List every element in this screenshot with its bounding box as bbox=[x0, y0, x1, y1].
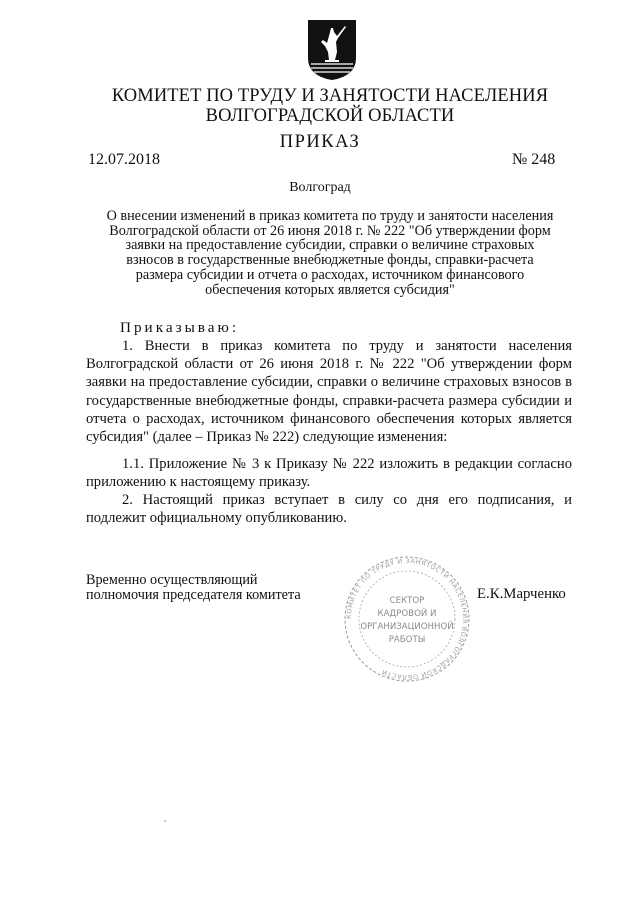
document-city: Волгоград bbox=[289, 180, 351, 195]
organization-region: ВОЛГОГРАДСКОЙ ОБЛАСТИ bbox=[205, 106, 455, 126]
subject-line: Волгоградской области от 26 июня 2018 г. № 222 "Об утверждении форм bbox=[109, 222, 551, 239]
subject-line: обеспечения которых является субсидия" bbox=[205, 281, 455, 298]
stamp-text-line: СЕКТОР bbox=[389, 596, 425, 606]
order-paragraph-2: 2. Настоящий приказ вступает в силу со дня его подписания, и подлежит официальному опубликованию. bbox=[86, 492, 572, 527]
subject-line: взносов в государственные внебюджетные фонды, справки-расчета bbox=[126, 252, 534, 269]
subject-line: заявки на предоставление субсидии, справки о величине страховых bbox=[125, 237, 535, 254]
signatory-position bbox=[86, 573, 301, 603]
order-paragraph-1: 1. Внести в приказ комитета по труду и занятости населения Волгоградской области от 26 июня 2018 г. № 222 "Об утверждении форм заявки на предоставление субсидии, справки о величине страховых взносов в государственные внебюджетные фонды, справки-расчета размера субсидии и отчета о расходах, источником финансового обеспечения которых является субсидия" (далее – Приказ № 222) следующие изменения: bbox=[86, 338, 572, 446]
stamp-text-line: ОРГАНИЗАЦИОННОЙ bbox=[360, 622, 454, 632]
document-number: № 248 bbox=[512, 151, 556, 168]
signatory-position-line: полномочия председателя комитета bbox=[86, 587, 301, 603]
stamp-ring-text: КОМИТЕТ ПО ТРУДУ И ЗАНЯТОСТИ НАСЕЛЕНИЯ ВОЛГОГРАДСКОЙ ОБЛАСТИ bbox=[344, 556, 470, 682]
subject-line: размера субсидии и отчета о расходах, источником финансового bbox=[135, 266, 525, 283]
signatory-position-line: Временно осуществляющий bbox=[86, 572, 258, 588]
stamp-text-line: КАДРОВОЙ И bbox=[377, 609, 437, 619]
order-paragraph-1-1: 1.1. Приложение № 3 к Приказу № 222 изложить в редакции согласно приложению к настоящему приказу. bbox=[86, 456, 572, 491]
scan-speck bbox=[164, 820, 166, 822]
official-stamp-icon bbox=[342, 552, 472, 686]
document-type: ПРИКАЗ bbox=[279, 132, 361, 152]
order-word: Приказываю: bbox=[120, 319, 240, 336]
coat-of-arms-icon bbox=[306, 18, 358, 82]
subject-line: О внесении изменений в приказ комитета по труду и занятости населения bbox=[106, 208, 554, 224]
organization-title: КОМИТЕТ ПО ТРУДУ И ЗАНЯТОСТИ НАСЕЛЕНИЯ bbox=[111, 86, 549, 106]
document-date: 12.07.2018 bbox=[88, 151, 160, 168]
document-subject bbox=[88, 209, 572, 297]
stamp-text-line: РАБОТЫ bbox=[388, 635, 426, 645]
signatory-name: Е.К.Марченко bbox=[477, 586, 566, 602]
